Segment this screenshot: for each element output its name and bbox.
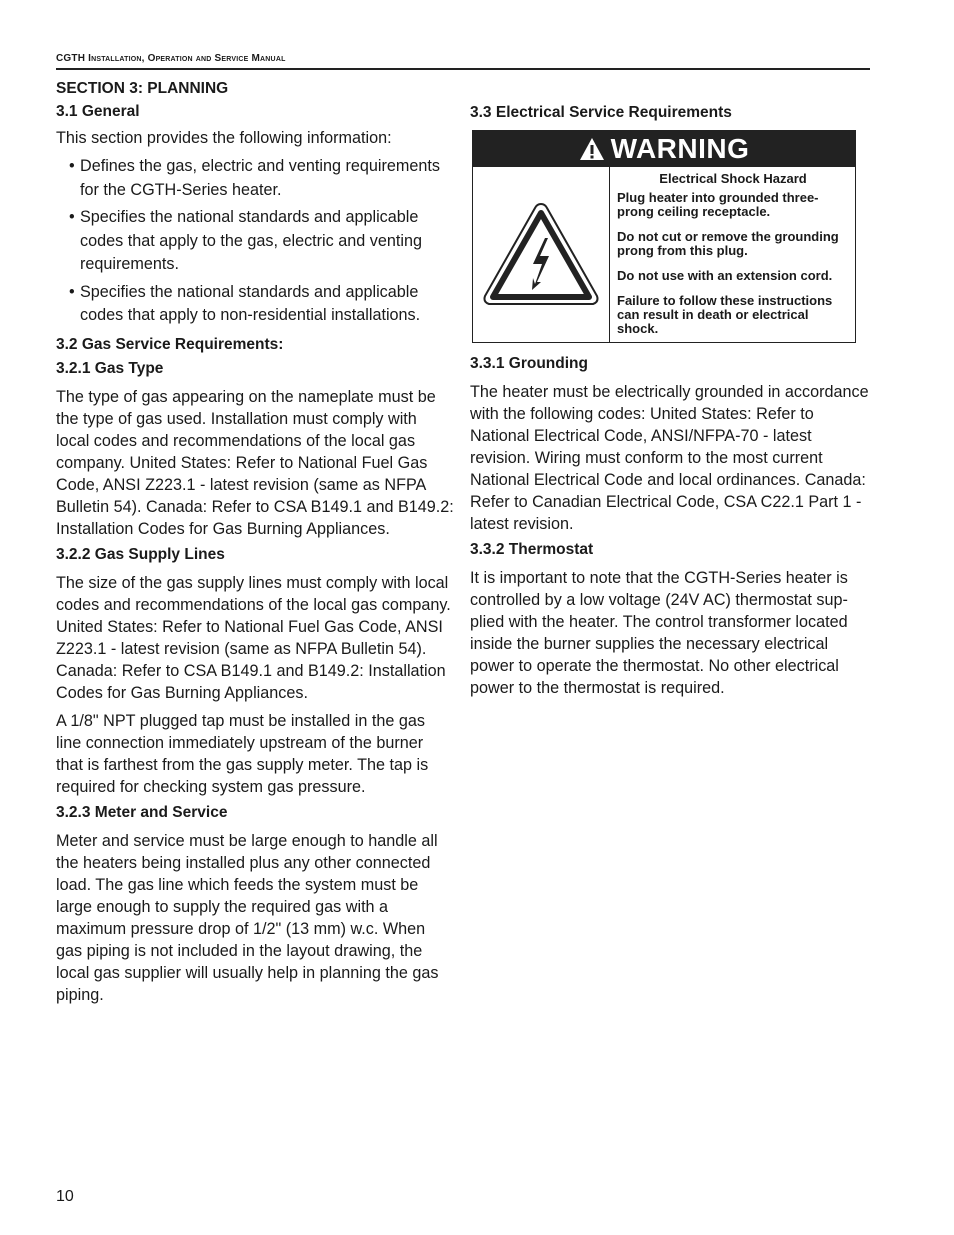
thermostat-text: It is important to note that the CGTH-Series heater is controlled by a low voltage (24V AC) thermostat sup-plied with the heater. The control transformer located inside the burner supplies the necessary electrical power to operate the thermostat. No other electrical power to the thermostat is required.: [470, 569, 848, 697]
warning-line: Do not use with an extension cord.: [617, 268, 833, 283]
warning-title: Electrical Shock Hazard: [659, 171, 807, 186]
heading-3-2-1: 3.2.1 Gas Type: [56, 359, 164, 377]
warning-line: Do not cut or remove the grounding prong from this plug.: [617, 229, 839, 258]
warning-box: [472, 130, 856, 343]
warning-icon-cell: [473, 167, 610, 342]
general-intro: This section provides the following information:: [56, 129, 392, 147]
list-item: • Specifies the national standards and applicable codes that apply to the gas, electric and venting requirements.: [69, 208, 422, 273]
heading-3-2-3: 3.2.3 Meter and Service: [56, 803, 228, 821]
warning-header: [473, 131, 855, 167]
electric-shock-hazard-icon: [479, 198, 603, 312]
general-bullet-list: [56, 155, 454, 328]
heading-3-3-2: 3.3.2 Thermostat: [470, 541, 594, 558]
warning-line: Plug heater into grounded three-prong ceiling receptacle.: [617, 190, 819, 219]
left-column: [56, 80, 454, 1012]
gas-type-text: The type of gas appearing on the nameplate must be the type of gas used. Installation must comply with local codes and recommendations of the local gas company. United States: Refer to National Fuel Gas Code, ANSI Z223.1 - latest revision (same as NFPA Bulletin 54). Canada: Refer to CSA B149.1 and B149.2: Installation Codes for Gas Burning Appliances.: [56, 387, 454, 538]
warning-label: WARNING: [610, 133, 750, 164]
page-header: [56, 53, 870, 70]
heading-3-3-1: 3.3.1 Grounding: [470, 355, 588, 372]
list-item: • Specifies the national standards and applicable codes that apply to non-residential installations.: [69, 282, 421, 324]
heading-3-2-2: 3.2.2 Gas Supply Lines: [56, 545, 225, 563]
heading-3-2: 3.2 Gas Service Requirements:: [56, 335, 284, 353]
grounding-text: The heater must be electrically grounded in accordance with the following codes: United States: Refer to National Electrical Code, ANSI/NFPA-70 - latest revision. Wiring must conform to the most current National Electrical Code and local ordinances. Canada: Refer to Canadian Electrical Code, CSA C22.1 Part 1 - latest revision.: [470, 383, 869, 533]
page-number: 10: [56, 1188, 74, 1205]
right-column: [470, 104, 870, 705]
warning-body: [473, 167, 855, 342]
manual-title: CGTH Installation, Operation and Service Manual: [56, 53, 286, 64]
heading-3-1: 3.1 General: [56, 103, 140, 120]
list-item: • Defines the gas, electric and venting requirements for the CGTH-Series heater.: [69, 157, 440, 199]
gas-supply-text-2: A 1/8" NPT plugged tap must be installed in the gas line connection immediately upstream of the burner that is farthest from the gas supply meter. The tap is required for checking system gas pressure.: [56, 711, 429, 796]
warning-text: [610, 167, 855, 342]
meter-service-text: Meter and service must be large enough to handle all the heaters being installed plus any other connected load. The gas line which feeds the system must be large enough to supply the required gas with a maximum pressure drop of 1/2" (13 mm) w.c. When gas piping is not included in the layout drawing, the local gas supplier will usually help in planning the gas piping.: [56, 831, 439, 1004]
gas-supply-text-1: The size of the gas supply lines must comply with local codes and recommendations of the local gas company. United States: Refer to National Fuel Gas Code, ANSI Z223.1 - latest revision (same as NFPA Bulletin 54). Canada: Refer to CSA B149.1 and B149.2: Installation Codes for Gas Burning Appliances.: [56, 573, 451, 702]
warning-line: Failure to follow these instructions can result in death or electrical shock.: [617, 293, 833, 336]
heading-3-3: 3.3 Electrical Service Requirements: [470, 104, 732, 121]
section-title: SECTION 3: PLANNING: [56, 80, 229, 97]
warning-triangle-icon: [579, 137, 605, 161]
